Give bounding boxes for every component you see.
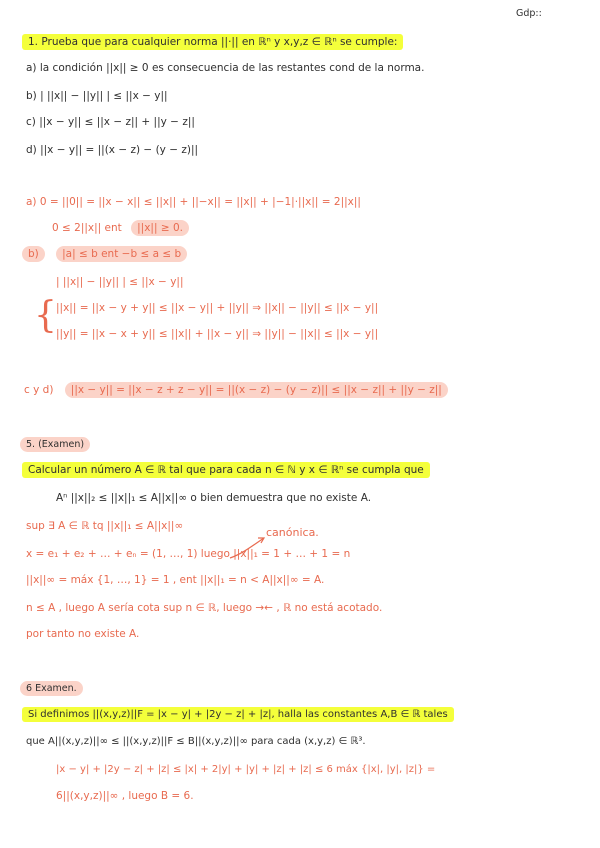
exercise-6-title-text: Si definimos ||(x,y,z)||F = |x − y| + |2y − z| + |z|, halla las constantes A,B ∈ ℝ tales	[22, 707, 454, 722]
solution-b-line-1	[22, 248, 187, 260]
exercise-6-title	[22, 708, 454, 720]
exercise-5-header	[20, 438, 90, 450]
solution-b-lemma: |a| ≤ b ent −b ≤ a ≤ b	[56, 246, 187, 262]
solution-cd-label: c y d)	[24, 384, 54, 396]
exercise-5-title	[22, 464, 430, 476]
solution-b-label: b)	[22, 246, 45, 262]
exercise-6-header-text: 6 Examen.	[20, 681, 83, 696]
exercise-5-statement: Aⁿ ||x||₂ ≤ ||x||₁ ≤ A||x||∞ o bien demuestra que no existe A.	[56, 492, 372, 504]
solution-cd-text: ||x − y|| = ||x − z + z − y|| = ||(x − z) − (y − z)|| ≤ ||x − z|| + ||y − z||	[65, 382, 448, 398]
solution-cd	[24, 384, 448, 396]
solution-b-line-2: | ||x|| − ||y|| | ≤ ||x − y||	[56, 276, 184, 288]
exercise-6-line-2: 6||(x,y,z)||∞ , luego B = 6.	[56, 790, 194, 802]
exercise-1-part-d: d) ||x − y|| = ||(x − z) − (y − z)||	[26, 144, 199, 156]
corner-note: Gdp::	[516, 8, 542, 19]
solution-a-line-2	[52, 222, 189, 234]
solution-a-line-1: a) 0 = ||0|| = ||x − x|| ≤ ||x|| + ||−x|| = ||x|| + |−1|·||x|| = 2||x||	[26, 196, 361, 208]
exercise-5-header-text: 5. (Examen)	[20, 437, 90, 452]
solution-a-conclusion: ||x|| ≥ 0.	[131, 220, 189, 236]
exercise-5-canonical-note: canónica.	[266, 526, 319, 539]
exercise-6-statement: que A||(x,y,z)||∞ ≤ ||(x,y,z)||F ≤ B||(x,y,z)||∞ para cada (x,y,z) ∈ ℝ³.	[26, 736, 366, 747]
solution-b-line-4: ||y|| = ||x − x + y|| ≤ ||x|| + ||x − y|| ⇒ ||y|| − ||x|| ≤ ||x − y||	[56, 328, 379, 340]
solution-a-line-2-text: 0 ≤ 2||x|| ent	[52, 222, 122, 234]
exercise-5-title-text: Calcular un número A ∈ ℝ tal que para cada n ∈ ℕ y x ∈ ℝⁿ se cumpla que	[22, 462, 430, 478]
exercise-1-title-text: 1. Prueba que para cualquier norma ||·|| en ℝⁿ y x,y,z ∈ ℝⁿ se cumple:	[22, 34, 403, 50]
exercise-5-line-4: n ≤ A , luego A sería cota sup n ∈ ℝ, luego →← , ℝ no está acotado.	[26, 602, 383, 614]
exercise-1-part-b: b) | ||x|| − ||y|| | ≤ ||x − y||	[26, 90, 168, 102]
exercise-1-part-c: c) ||x − y|| ≤ ||x − z|| + ||y − z||	[26, 116, 195, 128]
exercise-5-line-2: x = e₁ + e₂ + … + eₙ = (1, …, 1) luego ||x||₁ = 1 + … + 1 = n	[26, 548, 351, 560]
exercise-5-line-3: ||x||∞ = máx {1, …, 1} = 1 , ent ||x||₁ = n < A||x||∞ = A.	[26, 574, 325, 586]
exercise-6-line-1: |x − y| + |2y − z| + |z| ≤ |x| + 2|y| + |y| + |z| + |z| ≤ 6 máx {|x|, |y|, |z|} =	[56, 764, 436, 775]
solution-b-brace: {	[34, 295, 57, 336]
exercise-1-title	[22, 36, 403, 48]
solution-b-line-3: ||x|| = ||x − y + y|| ≤ ||x − y|| + ||y|| ⇒ ||x|| − ||y|| ≤ ||x − y||	[56, 302, 379, 314]
exercise-5-line-1: sup ∃ A ∈ ℝ tq ||x||₁ ≤ A||x||∞	[26, 520, 184, 532]
exercise-1-part-a: a) la condición ||x|| ≥ 0 es consecuencia de las restantes cond de la norma.	[26, 62, 425, 74]
exercise-5-line-5: por tanto no existe A.	[26, 628, 140, 640]
exercise-6-header	[20, 682, 83, 694]
